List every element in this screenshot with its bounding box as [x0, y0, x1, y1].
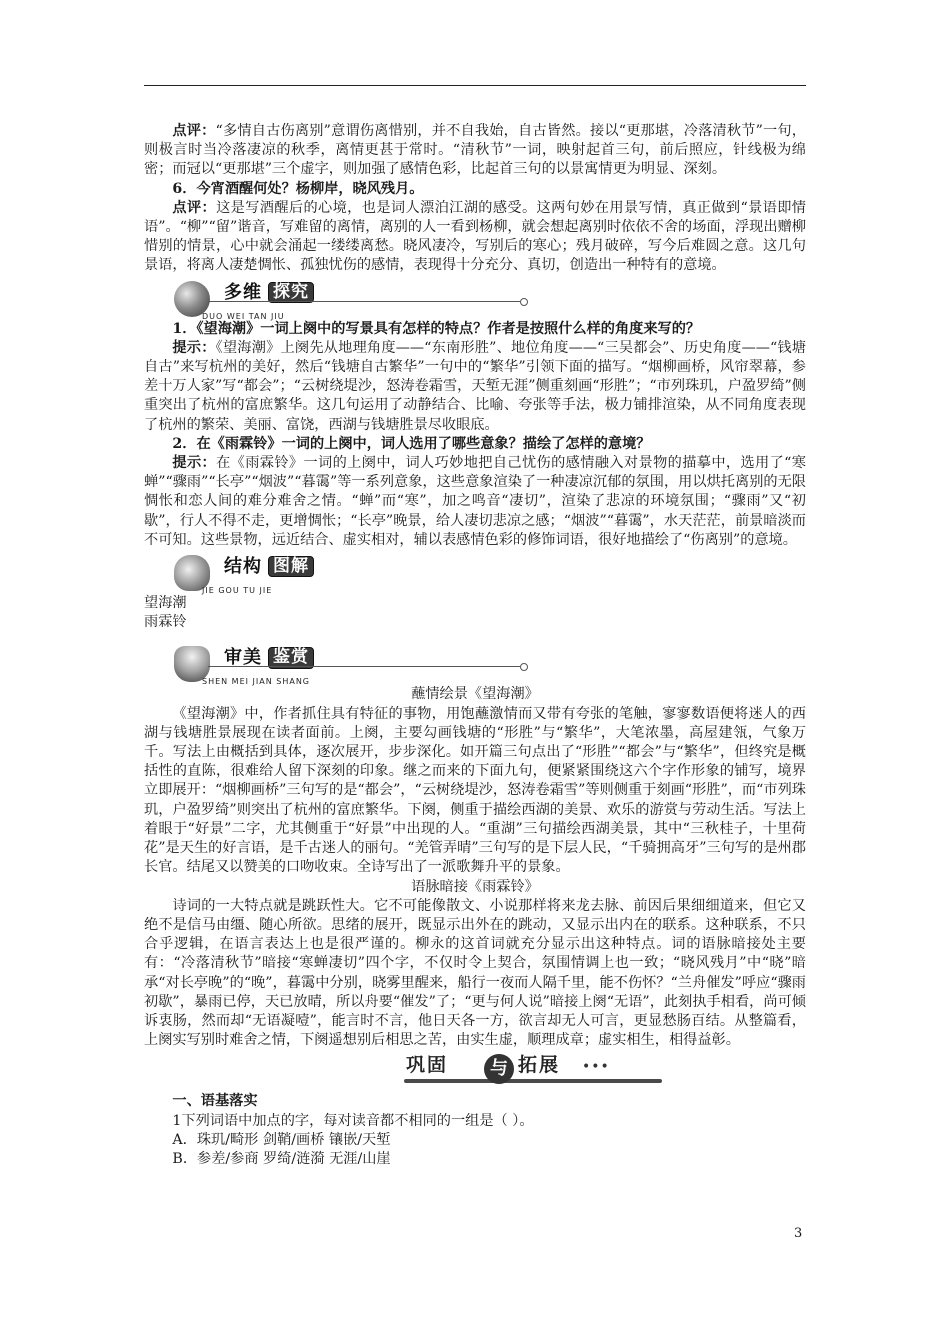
banner-dot — [520, 663, 528, 671]
question-stem: 1下列词语中加点的字，每对读音都不相同的一组是（ ）。 — [172, 1112, 534, 1129]
answer-text: 《望海潮》上阕先从地理角度——“东南形胜”、地位角度——“三吴都会”、历史角度——“钱塘自古”来写杭州的美好，然后“钱塘自古繁华”一句中的“繁华”引领下面的描写。“烟柳画桥，风帘翠幕，参差十万人家”写“都会”；“云树绕堤沙，怒涛卷霜雪，天堑无涯”侧重刻画“形胜”；“市列珠玑，户盈罗绮”侧重突出了杭州的富庶繁华。这几句运用了动静结合、比喻、夸张等手法，极力铺排渲染，从不同角度表现了杭州的繁荣、美丽、富饶，西湖与钱塘胜景尽收眼底。 — [144, 339, 806, 433]
tishi-label: 提示： — [172, 455, 217, 472]
answer-1 — [144, 339, 806, 435]
banner-title: 多维 — [224, 281, 262, 303]
banner-title-box: 探究 — [268, 282, 314, 303]
essay-2-title: 语脉暗接《雨霖铃》 — [411, 878, 539, 895]
banner-pinyin: DUO WEI TAN JIU — [202, 311, 285, 321]
banner-title: 结构 — [224, 556, 262, 578]
essay-1-title: 蘸情绘景《望海潮》 — [411, 686, 539, 703]
essay-1-text: 《望海潮》中，作者抓住具有特征的事物，用饱蘸激情而又带有夸张的笔触，寥寥数语便将迷人的西湖与钱塘胜景展现在读者面前。上阕，主要勾画钱塘的“形胜”与“繁华”，大笔浓墨，高屋建瓴，气象万千。写法上由概括到具体，逐次展开，步步深化。如开篇三句点出了“形胜”“都会”与“繁华”，但终究是概括性的直陈，很难给人留下深刻的印象。继之而来的下面九句，便紧紧围绕这六个字作形象的铺写，境界立即展开：“烟柳画桥”三句写的是“都会”，“云树绕堤沙，怒涛卷霜雪”等则侧重于刻画“形胜”，而“市列珠玑，户盈罗绮”则突出了杭州的富庶繁华。下阕，侧重于描绘西湖的美景、欢乐的游赏与劳动生活。写法上着眼于“好景”二字，尤其侧重于“好景”中出现的人。“重湖”三句描绘西湖美景，其中“三秋桂子，十里荷花”是天生的好言语，是千古迷人的丽句。“羌管弄晴”三句写的是下层人民，“千骑拥高牙”三句写的是州郡长官。结尾又以赞美的口吻收束。全诗写出了一派歌舞升平的景象。 — [144, 705, 806, 876]
banner-title-box: 鉴赏 — [268, 647, 314, 668]
banner-line — [208, 301, 520, 302]
banner-pinyin: JIE GOU TU JIE — [202, 586, 273, 596]
item-6-title: 6．今宵酒醒何处？杨柳岸，晓风残月。 — [172, 180, 424, 197]
banner-word-1: 巩固 — [406, 1054, 449, 1077]
banner-dots: ••• — [582, 1059, 610, 1076]
section-banner-duowei — [144, 279, 806, 319]
question-2: 2．在《雨霖铃》一词的上阕中，词人选用了哪些意象？描绘了怎样的意境？ — [172, 435, 651, 452]
dianping-label: 点评： — [172, 123, 216, 139]
banner-pinyin: SHEN MEI JIAN SHANG — [202, 677, 311, 687]
dianping-paragraph — [144, 122, 806, 180]
answer-2 — [144, 454, 806, 550]
section-banner-shenmei — [144, 644, 806, 687]
option-a: A．珠玑/畸形 剑鞘/画桥 镶嵌/天堑 — [172, 1131, 391, 1148]
dianping-text: “多情自古伤离别”意谓伤离惜别，并不自我始，自古皆然。接以“更那堪，冷落清秋节”一句，则极言时当冷落凄凉的秋季，离情更甚于常时。“清秋节”一词，映射起首三句，前后照应，针线极为绵密；而冠以“更那堪”三个虚字，则加强了感情色彩，比起首三句的以景寓情更为明显、深刻。 — [144, 123, 806, 178]
header-rule — [144, 85, 806, 86]
banner-dot — [520, 298, 528, 306]
dianping-label: 点评： — [172, 199, 217, 216]
section-banner-gonggu — [144, 1054, 806, 1090]
page-number: 3 — [794, 1226, 803, 1241]
page-content — [144, 122, 806, 1169]
banner-line — [208, 666, 520, 667]
banner-bar — [404, 1079, 662, 1083]
section-heading: 一、语基落实 — [172, 1093, 258, 1110]
jiegou-item: 雨霖铃 — [144, 614, 187, 631]
banner-title-box: 图解 — [268, 556, 314, 577]
jiegou-item: 望海潮 — [144, 595, 187, 612]
option-b: B．参差/参商 罗绮/涟漪 无涯/山崖 — [172, 1150, 391, 1167]
item-6-paragraph — [144, 199, 806, 276]
essay-2-text: 诗词的一大特点就是跳跃性大。它不可能像散文、小说那样将来龙去脉、前因后果细细道来，但它又绝不是信马由缰、随心所欲。思绪的展开，既显示出外在的跳动，又显示出内在的联系。这种联系，不只合乎逻辑，在语言表达上也是很严谨的。柳永的这首词就充分显示出这种特点。词的语脉暗接处主要有：“冷落清秋节”暗接“寒蝉凄切”四个字，不仅时令上契合，氛围情调上也一致；“晓风残月”中“晓”暗承“对长亭晚”的“晚”，暮霭中分别，晓雾里醒来，船行一夜而人隔千里，能不伤怀？“兰舟催发”呼应“骤雨初歇”，暴雨已停，天已放晴，所以舟要“催发”了；“更与何人说”暗接上阕“无语”，此刻执手相看，尚可倾诉衷肠，然而却“无语凝噎”，能言时不言，他日天各一方，欲言却无人可言，更显愁肠百结。从整篇看，上阕实写别时难舍之情，下阕遥想别后相思之苦，由实生虚，顺理成章；虚实相生，相得益彰。 — [144, 897, 806, 1049]
question-1: 1．《望海潮》一词上阕中的写景具有怎样的特点？作者是按照什么样的角度来写的？ — [172, 320, 701, 337]
section-banner-jiegou — [144, 553, 806, 596]
answer-text: 在《雨霖铃》一词的上阕中，词人巧妙地把自己忧伤的感情融入对景物的描摹中，选用了“寒蝉”“骤雨”“长亭”“烟波”“暮霭”等一系列意象，这些意象渲染了一种凄凉沉郁的氛围，用以烘托离别的无限惆怅和恋人间的难分难舍之情。“蝉”而“寒”，加之鸣音“凄切”，渲染了悲凉的环境氛围；“骤雨”又“初歇”，行人不得不走，更增惆怅；“长亭”晚景，给人凄切悲凉之感；“烟波”“暮霭”，水天茫茫，前景暗淡而不可知。这些景物，远近结合、虚实相对，辅以表感情色彩的修饰词语，很好地描绘了“伤离别”的意境。 — [144, 455, 806, 548]
banner-title: 审美 — [224, 647, 262, 669]
banner-word-2: 与 — [484, 1054, 514, 1084]
dianping-text: 这是写酒醒后的心境，也是词人漂泊江湖的感受。这两句妙在用景写情，真正做到“景语即情语”。“柳”“留”谐音，写难留的离情，离别的人一看到杨柳，就会想起离别时依依不舍的场面，浮现出赠柳惜别的情景，心中就会涌起一缕缕离愁。晓风凄冷，写别后的寒心；残月破碎，写今后难圆之意。这几句景语，将离人凄楚惆怅、孤独忧伤的感情，表现得十分充分、真切，创造出一种特有的意境。 — [144, 199, 806, 274]
banner-word-3: 拓展 — [518, 1054, 561, 1077]
tishi-label: 提示： — [172, 339, 216, 356]
